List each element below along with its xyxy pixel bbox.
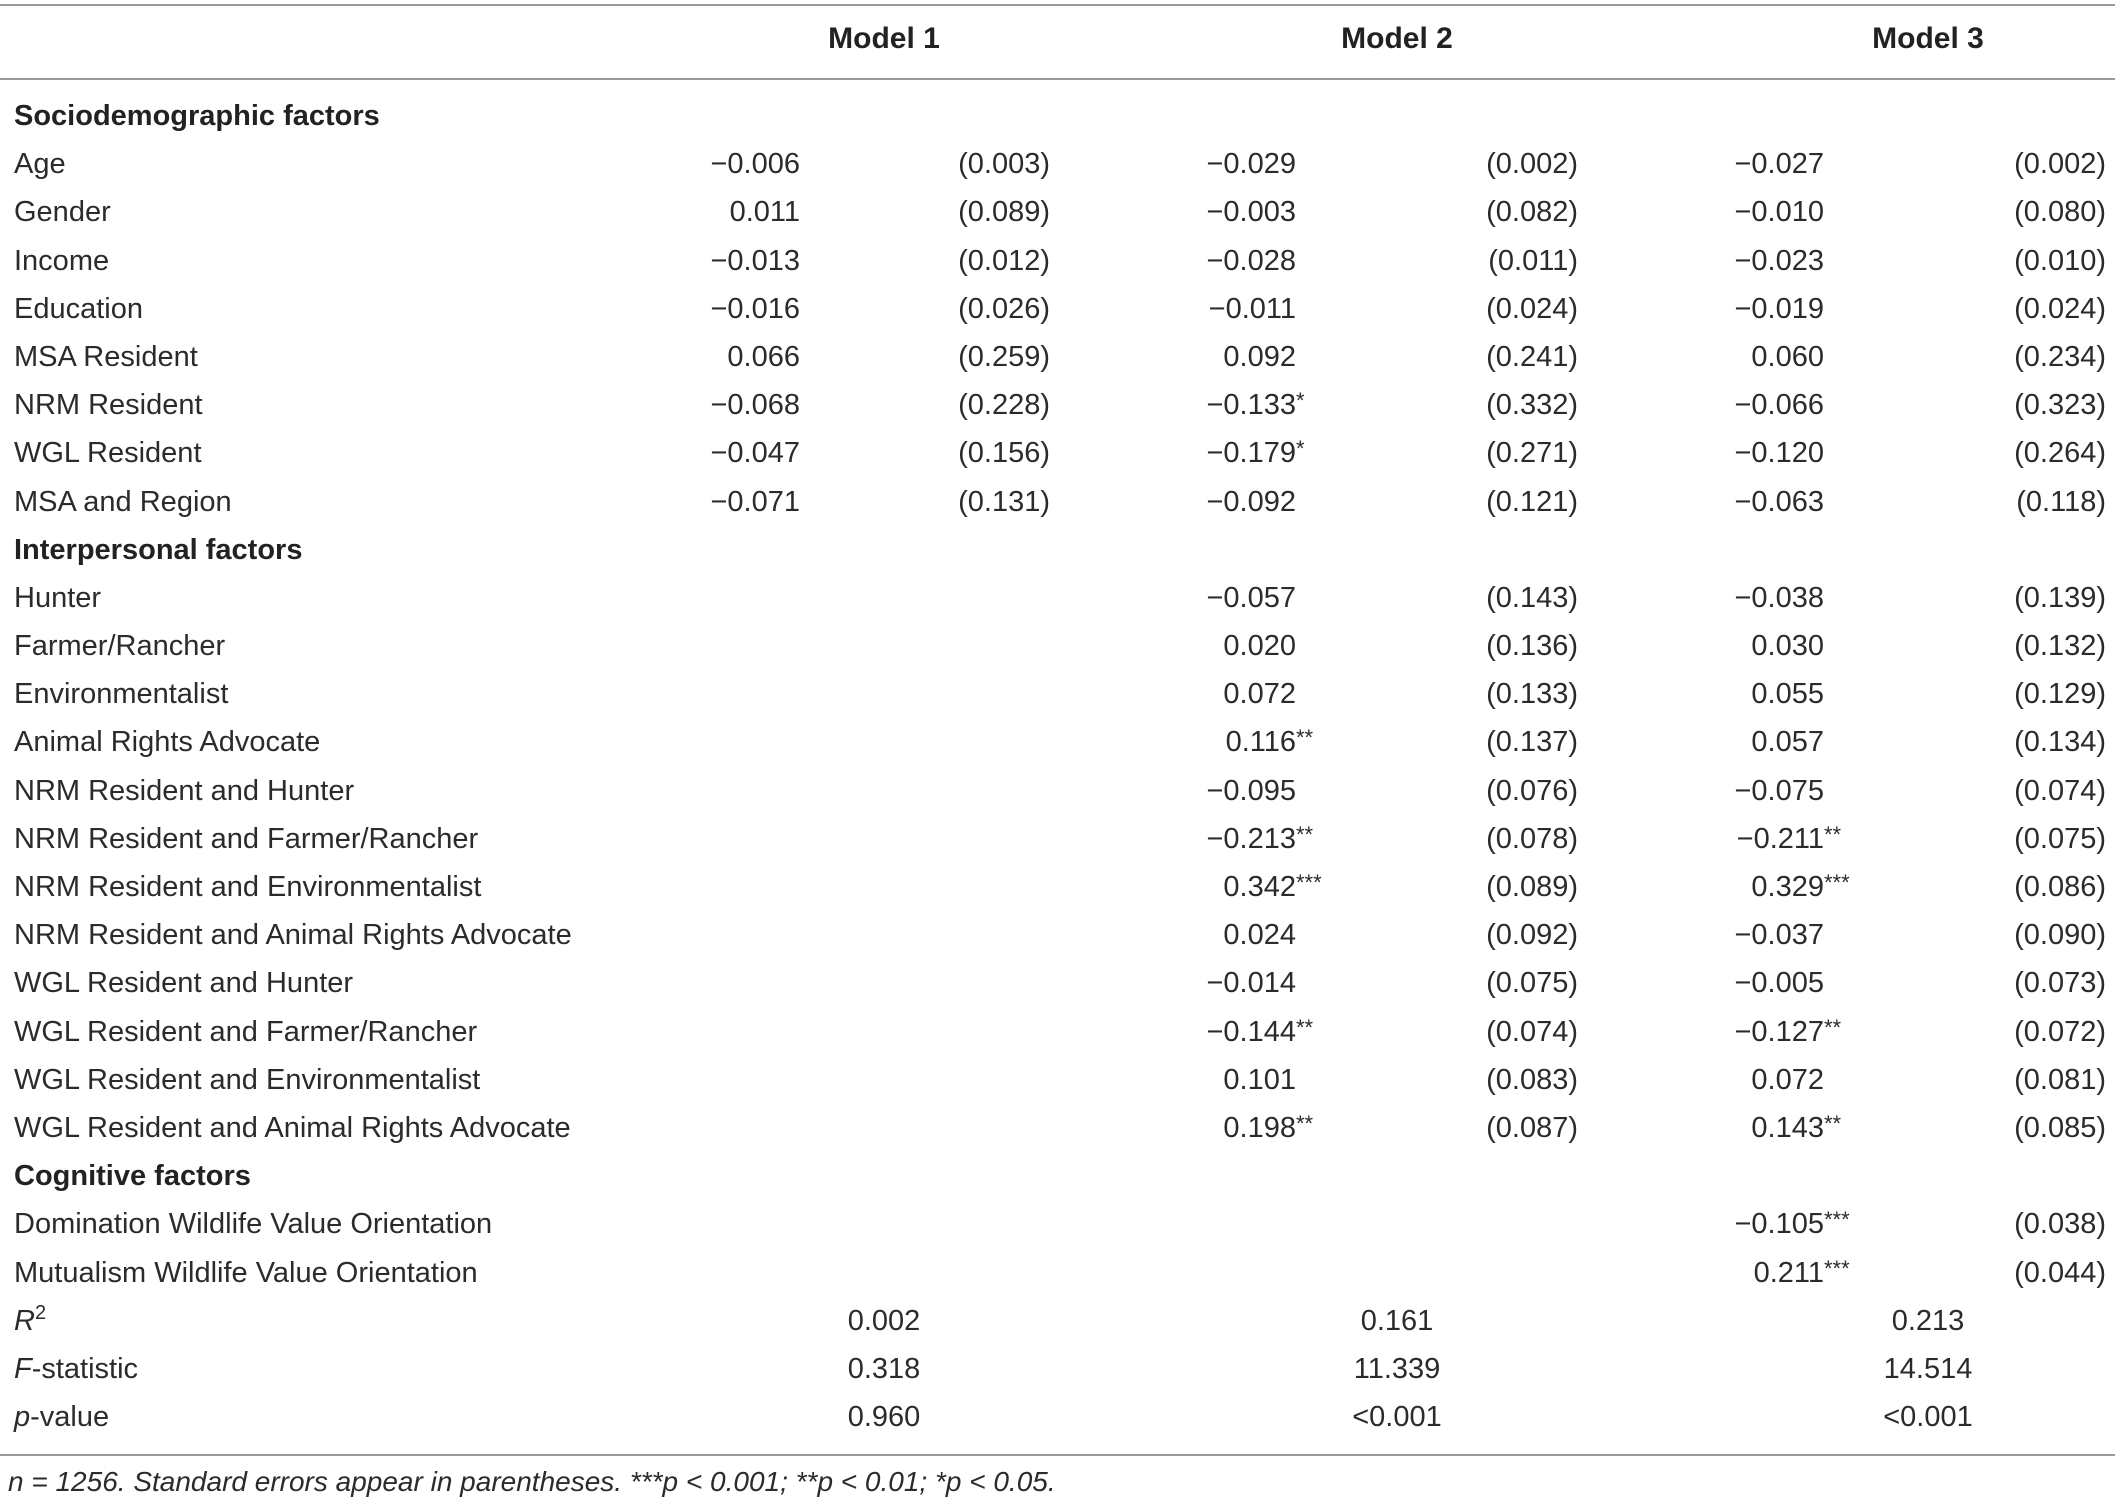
coefficient-value: −0.038	[1734, 581, 1824, 614]
row-label: NRM Resident and Animal Rights Advocate	[14, 919, 572, 952]
coefficient-model-3	[1751, 1104, 1841, 1154]
std-error-model-3: (0.132)	[2014, 630, 2106, 663]
coefficient-model-3	[1734, 959, 1824, 1009]
row-label: NRM Resident and Hunter	[14, 774, 355, 807]
coefficient-model-2	[1206, 188, 1296, 238]
row-label: Domination Wildlife Value Orientation	[14, 1208, 493, 1241]
std-error-model-1: (0.156)	[958, 437, 1050, 470]
coefficient-value: 0.060	[1751, 340, 1824, 373]
coefficient-model-3	[1734, 911, 1824, 961]
row-label: NRM Resident and Environmentalist	[14, 871, 482, 903]
coefficient-value: −0.092	[1206, 485, 1296, 518]
coefficient-value: −0.019	[1734, 292, 1824, 325]
std-error-model-2: (0.087)	[1486, 1111, 1578, 1144]
row-label: Age	[14, 148, 66, 181]
coefficient-model-2	[1223, 622, 1296, 672]
coefficient-value: −0.011	[1208, 292, 1296, 325]
significance-stars: *	[1296, 436, 1305, 462]
coefficient-model-1	[730, 188, 800, 238]
coefficient-model-1	[710, 237, 800, 287]
std-error-model-1: (0.026)	[958, 292, 1050, 325]
table-row	[0, 863, 2115, 911]
section-label: Interpersonal factors	[14, 533, 303, 566]
stat-label	[14, 1393, 109, 1444]
coefficient-value: −0.068	[710, 389, 800, 422]
coefficient-value: −0.010	[1734, 196, 1824, 229]
stat-label-text: -value	[30, 1401, 110, 1434]
row-label: Animal Rights Advocate	[14, 726, 321, 759]
significance-stars: ***	[1296, 870, 1322, 895]
std-error-model-2: (0.074)	[1486, 1015, 1578, 1048]
coefficient-model-2	[1206, 959, 1296, 1009]
coefficient-value: −0.023	[1734, 244, 1824, 277]
coefficient-model-3	[1734, 140, 1824, 190]
stat-value-model-3: <0.001	[1883, 1401, 1973, 1434]
std-error-model-3: (0.038)	[2014, 1208, 2106, 1241]
std-error-model-3: (0.074)	[2014, 774, 2106, 807]
coefficient-model-3	[1754, 1249, 1850, 1299]
coefficient-value: −0.105	[1734, 1208, 1824, 1241]
std-error-model-2: (0.011)	[1488, 244, 1578, 277]
coefficient-model-2	[1206, 1008, 1313, 1058]
coefficient-value: 0.116	[1225, 726, 1296, 759]
coefficient-value: 0.030	[1751, 630, 1824, 663]
std-error-model-3: (0.024)	[2014, 292, 2106, 325]
coefficient-value: 0.066	[727, 340, 800, 373]
significance-stars: **	[1824, 821, 1842, 847]
coefficient-model-3	[1751, 718, 1824, 768]
std-error-model-2: (0.133)	[1486, 678, 1578, 711]
table-row	[0, 911, 2115, 959]
stat-label-symbol: R	[14, 1304, 35, 1337]
coefficient-value: −0.071	[710, 485, 800, 518]
std-error-model-3: (0.080)	[2014, 196, 2106, 229]
coefficient-value: 0.329	[1751, 871, 1824, 903]
stat-label-symbol: F	[14, 1352, 32, 1385]
table-row	[0, 1056, 2115, 1104]
table-row	[0, 188, 2115, 236]
table-row	[0, 333, 2115, 381]
row-label: NRM Resident and Farmer/Rancher	[14, 822, 479, 855]
coefficient-value: 0.092	[1223, 340, 1296, 373]
coefficient-model-1	[710, 140, 800, 190]
significance-stars: **	[1296, 1110, 1314, 1136]
stat-row	[0, 1297, 2115, 1345]
stat-value-model-1: 0.960	[847, 1401, 921, 1434]
std-error-model-2: (0.143)	[1486, 581, 1578, 614]
stat-value-model-3: 14.514	[1883, 1352, 1973, 1385]
std-error-model-2: (0.332)	[1486, 389, 1578, 422]
coefficient-value: −0.037	[1734, 919, 1824, 952]
std-error-model-2: (0.002)	[1486, 148, 1578, 181]
coefficient-model-1	[710, 381, 800, 431]
table-row	[0, 718, 2115, 766]
coefficient-model-1	[710, 285, 800, 335]
significance-stars: ***	[1824, 870, 1850, 895]
section-row	[0, 1152, 2115, 1200]
table-row	[0, 1104, 2115, 1152]
coefficient-model-3	[1734, 1008, 1841, 1058]
std-error-model-1: (0.012)	[958, 244, 1050, 277]
coefficient-model-2	[1223, 911, 1296, 961]
coefficient-model-1	[727, 333, 800, 383]
coefficient-value: −0.005	[1734, 967, 1824, 1000]
coefficient-value: −0.028	[1206, 244, 1296, 277]
std-error-model-2: (0.082)	[1486, 196, 1578, 229]
header-model-3: Model 3	[1872, 22, 1984, 55]
coefficient-model-3	[1751, 622, 1824, 672]
table-row	[0, 478, 2115, 526]
table-row	[0, 815, 2115, 863]
std-error-model-2: (0.271)	[1486, 437, 1578, 470]
stat-value-model-3: 0.213	[1891, 1304, 1965, 1337]
std-error-model-3: (0.085)	[2014, 1111, 2106, 1144]
coefficient-value: −0.047	[710, 437, 800, 470]
coefficient-model-2	[1223, 863, 1321, 913]
coefficient-model-3	[1734, 381, 1824, 431]
significance-stars: **	[1296, 821, 1314, 847]
std-error-model-3: (0.134)	[2014, 726, 2106, 759]
coefficient-value: −0.144	[1206, 1015, 1296, 1048]
coefficient-value: −0.213	[1206, 822, 1296, 855]
coefficient-value: −0.016	[710, 292, 800, 325]
std-error-model-2: (0.089)	[1486, 871, 1578, 903]
table-row	[0, 237, 2115, 285]
table-top-rule	[0, 4, 2115, 6]
table-row	[0, 622, 2115, 670]
coefficient-model-3	[1734, 429, 1824, 479]
stat-label	[14, 1345, 138, 1396]
std-error-model-2: (0.241)	[1486, 340, 1578, 373]
significance-stars: **	[1296, 725, 1314, 751]
coefficient-model-3	[1737, 815, 1841, 865]
table-row	[0, 285, 2115, 333]
coefficient-model-2	[1223, 333, 1296, 383]
section-row	[0, 92, 2115, 140]
table-body	[0, 92, 2115, 1441]
stat-value-model-2: <0.001	[1352, 1401, 1442, 1434]
std-error-model-3: (0.081)	[2014, 1063, 2106, 1096]
coefficient-model-2	[1206, 574, 1296, 624]
coefficient-model-3	[1751, 863, 1849, 913]
std-error-model-3: (0.073)	[2014, 967, 2106, 1000]
std-error-model-2: (0.024)	[1486, 292, 1578, 325]
table-row	[0, 1200, 2115, 1248]
std-error-model-2: (0.075)	[1486, 967, 1578, 1000]
coefficient-model-2	[1206, 237, 1296, 287]
stat-row	[0, 1345, 2115, 1393]
stat-label	[14, 1297, 46, 1348]
coefficient-value: −0.013	[710, 244, 800, 277]
table-header-rule	[0, 78, 2115, 80]
coefficient-value: 0.143	[1751, 1111, 1824, 1144]
coefficient-model-3	[1734, 188, 1824, 238]
coefficient-value: −0.063	[1734, 485, 1824, 518]
coefficient-model-1	[710, 429, 800, 479]
coefficient-value: 0.011	[729, 196, 800, 229]
coefficient-model-2	[1206, 767, 1296, 817]
table-row	[0, 670, 2115, 718]
coefficient-model-2	[1206, 478, 1296, 528]
std-error-model-3: (0.075)	[2014, 822, 2106, 855]
coefficient-value: −0.066	[1734, 389, 1824, 422]
std-error-model-3: (0.044)	[2014, 1256, 2106, 1289]
coefficient-value: −0.133	[1206, 389, 1296, 422]
coefficient-model-3	[1734, 767, 1824, 817]
coefficient-value: 0.342	[1223, 871, 1296, 903]
stat-value-model-1: 0.318	[847, 1352, 921, 1385]
coefficient-value: −0.211	[1736, 822, 1824, 855]
coefficient-value: −0.003	[1206, 196, 1296, 229]
header-model-1: Model 1	[828, 22, 940, 55]
coefficient-model-2	[1206, 381, 1304, 431]
coefficient-value: −0.014	[1206, 967, 1296, 1000]
row-label: Environmentalist	[14, 678, 229, 711]
coefficient-value: 0.198	[1223, 1111, 1296, 1144]
row-label: MSA Resident	[14, 340, 198, 373]
table-row	[0, 1249, 2115, 1297]
coefficient-value: 0.072	[1751, 1063, 1824, 1096]
std-error-model-1: (0.131)	[958, 485, 1050, 518]
std-error-model-2: (0.083)	[1486, 1063, 1578, 1096]
row-label: Mutualism Wildlife Value Orientation	[14, 1256, 478, 1289]
coefficient-value: −0.075	[1734, 774, 1824, 807]
coefficient-value: −0.029	[1206, 148, 1296, 181]
coefficient-value: 0.101	[1223, 1063, 1296, 1096]
row-label: WGL Resident and Farmer/Rancher	[14, 1015, 478, 1048]
table-row	[0, 767, 2115, 815]
coefficient-value: −0.006	[710, 148, 800, 181]
stat-label-symbol: p	[14, 1401, 31, 1434]
coefficient-model-3	[1734, 1200, 1849, 1250]
coefficient-value: 0.072	[1223, 678, 1296, 711]
row-label: WGL Resident and Environmentalist	[14, 1063, 481, 1096]
coefficient-value: −0.057	[1206, 581, 1296, 614]
std-error-model-3: (0.010)	[2014, 244, 2106, 277]
coefficient-value: −0.095	[1206, 774, 1296, 807]
std-error-model-3: (0.264)	[2014, 437, 2106, 470]
table-row	[0, 574, 2115, 622]
table-row	[0, 429, 2115, 477]
std-error-model-1: (0.003)	[958, 148, 1050, 181]
std-error-model-1: (0.228)	[958, 389, 1050, 422]
std-error-model-3: (0.090)	[2014, 919, 2106, 952]
row-label: WGL Resident and Animal Rights Advocate	[14, 1111, 571, 1144]
coefficient-model-2	[1223, 1056, 1296, 1106]
std-error-model-3: (0.323)	[2014, 389, 2106, 422]
table-footnote: n = 1256. Standard errors appear in parentheses. ***p < 0.001; **p < 0.01; *p < 0.05.	[8, 1466, 1056, 1497]
coefficient-value: −0.127	[1734, 1015, 1824, 1048]
std-error-model-3: (0.139)	[2014, 581, 2106, 614]
row-label: NRM Resident	[14, 389, 203, 422]
coefficient-model-2	[1226, 718, 1314, 768]
coefficient-value: −0.179	[1206, 437, 1296, 470]
coefficient-value: 0.024	[1223, 919, 1296, 952]
std-error-model-2: (0.121)	[1486, 485, 1578, 518]
significance-stars: **	[1296, 1014, 1314, 1040]
table-row	[0, 1008, 2115, 1056]
row-label: Gender	[14, 196, 111, 229]
table-bottom-rule	[0, 1454, 2115, 1456]
stat-row	[0, 1393, 2115, 1441]
std-error-model-2: (0.076)	[1486, 774, 1578, 807]
stat-label-text: -statistic	[31, 1352, 139, 1385]
coefficient-value: 0.020	[1223, 630, 1296, 663]
coefficient-model-3	[1734, 478, 1824, 528]
coefficient-model-2	[1223, 1104, 1313, 1154]
row-label: Income	[14, 244, 110, 277]
stat-value-model-2: 0.161	[1360, 1304, 1434, 1337]
coefficient-value: −0.027	[1734, 148, 1824, 181]
stat-label-superscript: 2	[34, 1301, 47, 1324]
coefficient-model-2	[1223, 670, 1296, 720]
coefficient-model-2	[1206, 815, 1313, 865]
table-row	[0, 959, 2115, 1007]
coefficient-model-3	[1734, 285, 1824, 335]
std-error-model-3: (0.002)	[2014, 148, 2106, 181]
section-label: Cognitive factors	[14, 1160, 251, 1193]
significance-stars: ***	[1824, 1207, 1850, 1233]
significance-stars: *	[1296, 388, 1305, 414]
coefficient-model-3	[1751, 1056, 1824, 1106]
coefficient-model-3	[1734, 574, 1824, 624]
coefficient-value: −0.120	[1734, 437, 1824, 470]
row-label: WGL Resident	[14, 437, 202, 470]
significance-stars: **	[1824, 1110, 1842, 1136]
coefficient-model-3	[1751, 333, 1824, 383]
stat-value-model-2: 11.339	[1353, 1352, 1441, 1385]
section-row	[0, 526, 2115, 574]
std-error-model-3: (0.086)	[2014, 871, 2106, 903]
significance-stars: **	[1824, 1014, 1842, 1040]
significance-stars: ***	[1824, 1255, 1850, 1281]
section-label: Sociodemographic factors	[14, 100, 380, 132]
row-label: Education	[14, 292, 143, 325]
coefficient-model-2	[1206, 429, 1304, 479]
table-row	[0, 140, 2115, 188]
std-error-model-1: (0.259)	[958, 340, 1050, 373]
row-label: Hunter	[14, 581, 102, 614]
std-error-model-3: (0.118)	[2016, 485, 2106, 518]
coefficient-model-3	[1734, 237, 1824, 287]
stat-value-model-1: 0.002	[847, 1304, 921, 1337]
std-error-model-1: (0.089)	[958, 196, 1050, 229]
std-error-model-3: (0.072)	[2014, 1015, 2106, 1048]
coefficient-model-3	[1751, 670, 1824, 720]
row-label: WGL Resident and Hunter	[14, 967, 354, 1000]
coefficient-value: 0.211	[1753, 1256, 1824, 1289]
std-error-model-3: (0.129)	[2014, 678, 2106, 711]
header-model-2: Model 2	[1341, 22, 1453, 55]
std-error-model-2: (0.078)	[1486, 822, 1578, 855]
coefficient-model-2	[1209, 285, 1296, 335]
std-error-model-2: (0.092)	[1486, 919, 1578, 952]
row-label: MSA and Region	[14, 485, 232, 518]
coefficient-model-2	[1206, 140, 1296, 190]
table-row	[0, 381, 2115, 429]
std-error-model-3: (0.234)	[2014, 340, 2106, 373]
coefficient-model-1	[710, 478, 800, 528]
row-label: Farmer/Rancher	[14, 630, 226, 663]
coefficient-value: 0.057	[1751, 726, 1824, 759]
std-error-model-2: (0.136)	[1486, 630, 1578, 663]
coefficient-value: 0.055	[1751, 678, 1824, 711]
std-error-model-2: (0.137)	[1486, 726, 1578, 759]
